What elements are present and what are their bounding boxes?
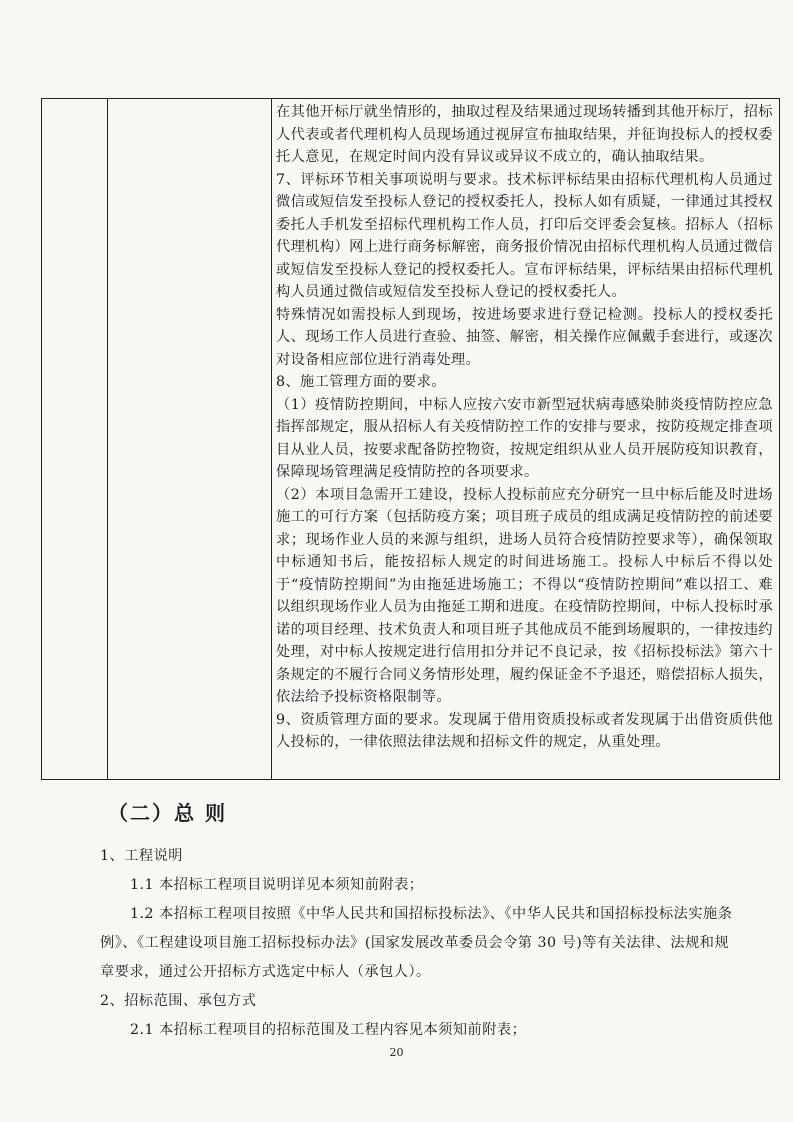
table-column-divider	[107, 99, 108, 779]
table-paragraph: （2）本项目急需开工建设，投标人投标前应充分研究一旦中标后能及时进场施工的可行方案（包括防疫方案；项目班子成员的组成满足疫情防控的前述要求；现场作业人员的来源与组织，进场人员符合疫情防控要求等），确保领取中标通知书后，能按招标人规定的时间进场施工。投标人中标后不得以处于“疫情防控期间”为由拖延进场施工；不得以“疫情防控期间”难以招工、难以组织现场作业人员为由拖延工期和进度。在疫情防控期间，中标人投标时承诺的项目经理、技术负责人和项目班子其他成员不能到场履职的，一律按违约处理，对中标人按规定进行信用扣分并记不良记录，按《招标投标法》第六十条规定的不履行合同义务情形处理，履约保证金不予退还，赔偿招标人损失，依法给予投标资格限制等。	[276, 486, 773, 705]
clause-paragraph: 1.1 本招标工程项目说明详见本须知前附表；	[130, 877, 424, 893]
table-paragraph: 7、评标环节相关事项说明与要求。技术标评标结果由招标代理机构人员通过微信或短信发至投标人登记的授权委托人，投标人如有质疑，一律通过其授权委托人手机发至招标代理机构工作人员，打印后交评委会复核。招标人（招标代理机构）网上进行商务标解密，商务报价情况由招标代理机构人员通过微信或短信发至投标人登记的授权委托人。宣布评标结果，评标结果由招标代理机构人员通过微信或短信发至投标人登记的授权委托人。	[276, 171, 773, 300]
requirements-table	[41, 98, 780, 780]
table-column-divider	[271, 99, 272, 779]
table-paragraph: （1）疫情防控期间，中标人应按六安市新型冠状病毒感染肺炎疫情防控应急指挥部规定，服从招标人有关疫情防控工作的安排与要求，按防疫规定排查项目从业人员，按要求配备防控物资，按规定组织从业人员开展防疫知识教育，保障现场管理满足疫情防控的各项要求。	[276, 396, 773, 480]
clause-paragraph: 2.1 本招标工程项目的招标范围及工程内容见本须知前附表；	[130, 1022, 527, 1038]
clause-heading: 2、招标范围、承包方式	[100, 993, 257, 1009]
table-paragraph: 9、资质管理方面的要求。发现属于借用资质投标或者发现属于出借资质供他人投标的，一律依照法律法规和招标文件的规定，从重处理。	[276, 711, 773, 750]
section-heading: （二）总 则	[108, 801, 227, 825]
clause-heading: 1、工程说明	[100, 848, 183, 864]
clause-paragraph: 1.2 本招标工程项目按照《中华人民共和国招标投标法》、《中华人民共和国招标投标法实施条例》、《工程建设项目施工招标投标办法》(国家发展改革委员会令第 30 号)等有关法律、法规和规章要求，通过公开招标方式选定中标人（承包人）。	[100, 906, 733, 980]
table-paragraph: 8、施工管理方面的要求。	[276, 374, 446, 390]
page-number: 20	[389, 1046, 404, 1059]
table-paragraph: 在其他开标厅就坐情形的，抽取过程及结果通过现场转播到其他开标厅，招标人代表或者代理机构人员现场通过视屏宣布抽取结果，并征询投标人的授权委托人意见，在规定时间内没有异议或异议不成立的，确认抽取结果。	[276, 104, 773, 165]
section-body	[100, 842, 733, 1045]
table-content-cell	[276, 101, 773, 754]
table-paragraph: 特殊情况如需投标人到现场，按进场要求进行登记检测。投标人的授权委托人、现场工作人员进行查验、抽签、解密，相关操作应佩戴手套进行，或逐次对设备相应部位进行消毒处理。	[276, 306, 773, 368]
